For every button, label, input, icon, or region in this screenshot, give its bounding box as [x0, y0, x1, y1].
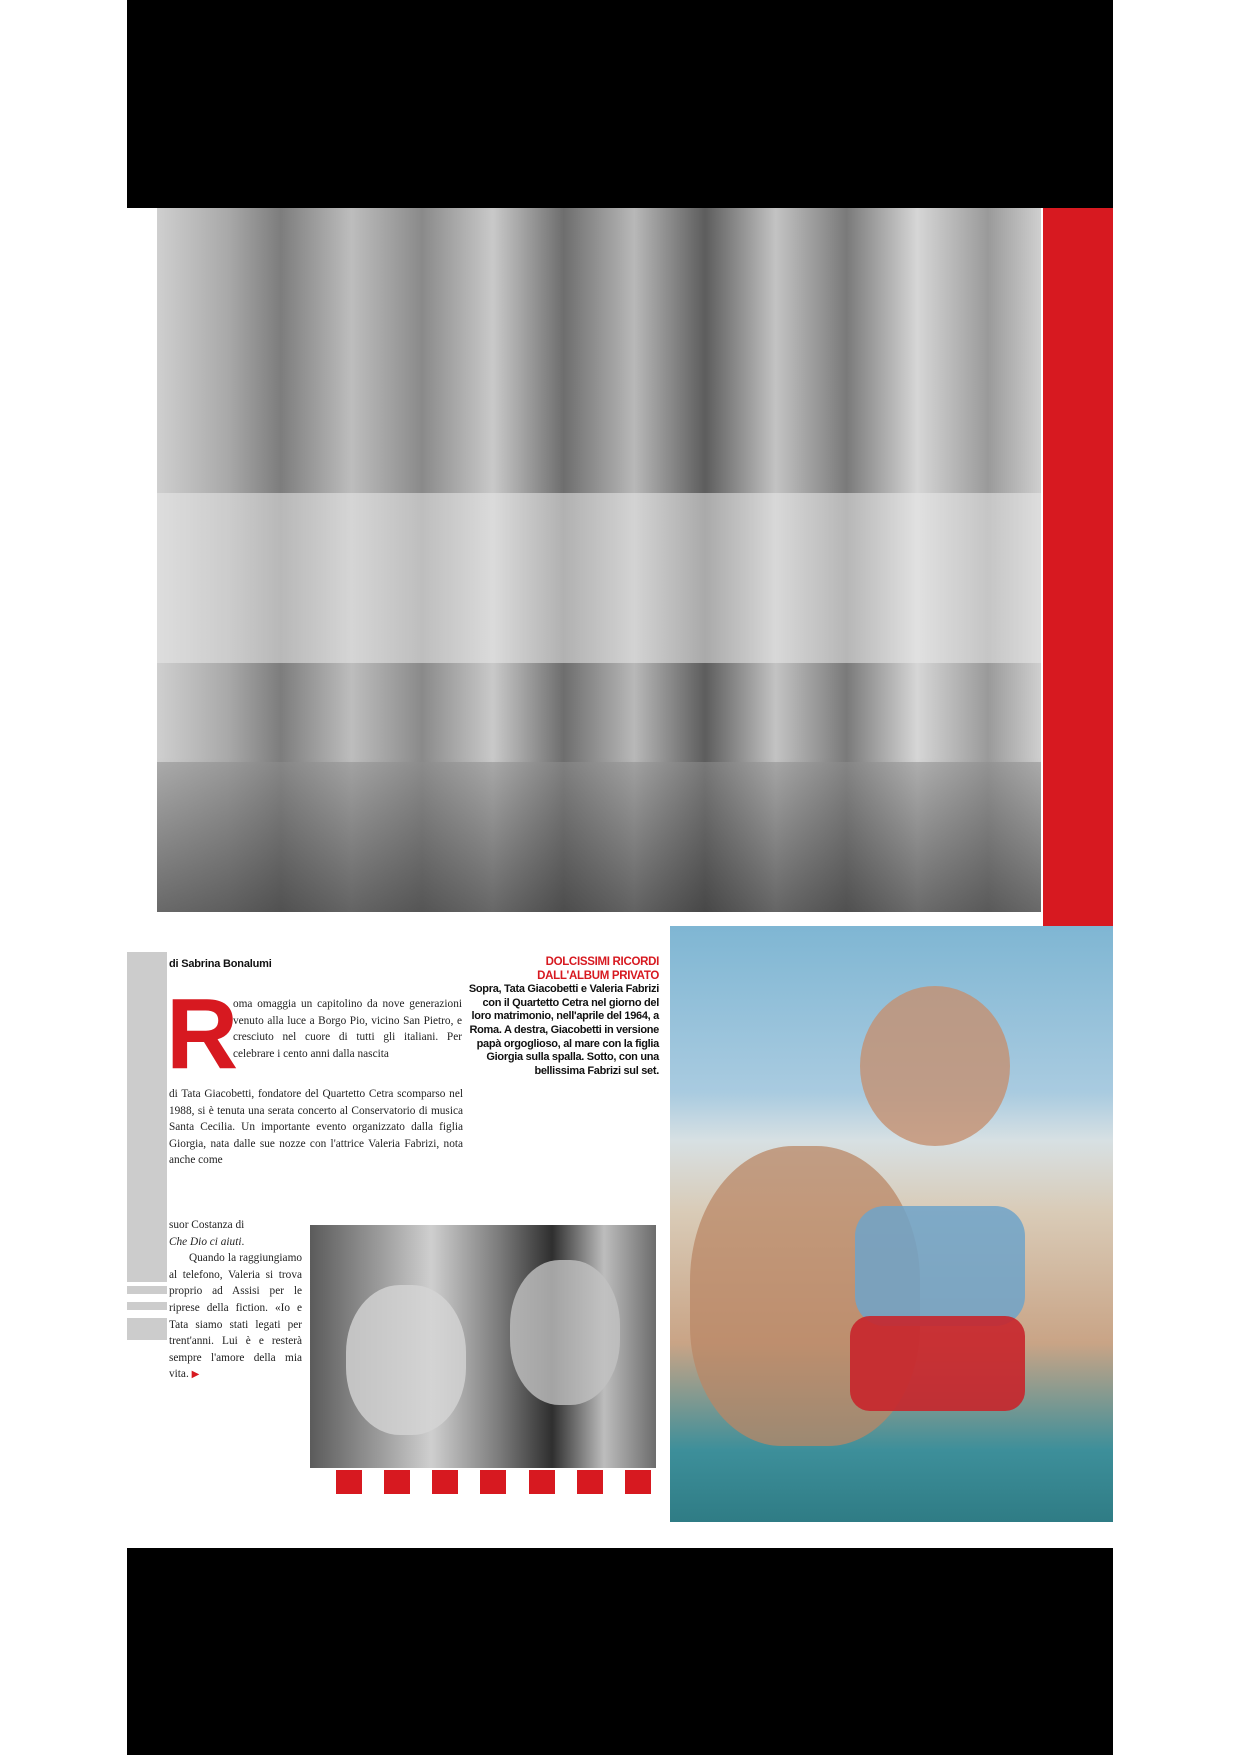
father-daughter-photo: [670, 926, 1113, 1522]
article-body: [169, 1086, 463, 1169]
red-squares-decoration: [336, 1470, 651, 1496]
show-title: Che Dio ci aiuti: [169, 1235, 242, 1248]
opening-text: oma omaggia un capitolino da nove generazioni venuto alla luce a Borgo Pio, vicino San Pietro, e cresciuto nel cuore di tutti gli italiani. Per celebrare i cento anni dalla nascita: [233, 998, 462, 1060]
grey-stripe: [127, 1286, 167, 1294]
bottom-black-band: [127, 1548, 1113, 1755]
grey-stripe: [127, 1302, 167, 1310]
wedding-photo: [157, 208, 1041, 912]
second-paragraph: [169, 1250, 302, 1384]
film-set-photo: [310, 1225, 656, 1468]
body-tail-text: suor Costanza di: [169, 1219, 245, 1231]
red-square: [529, 1470, 555, 1494]
top-black-band: [127, 0, 1113, 208]
banquet-table: [157, 493, 1041, 663]
red-square: [480, 1470, 506, 1494]
man-figure: [510, 1260, 620, 1405]
body-text: di Tata Giacobetti, fondatore del Quartetto Cetra scomparso nel 1988, si è tenuta una serata concerto al Conservatorio di musica Santa Cecilia. Un importante evento organizzato dalla figlia Giorgia, nata dalle sue nozze con l'attrice Valeria Fabrizi, nota anche come: [169, 1088, 463, 1167]
magazine-page: [127, 208, 1113, 1548]
red-square: [336, 1470, 362, 1494]
child-head: [860, 986, 1010, 1146]
red-square: [577, 1470, 603, 1494]
photo-caption: [467, 956, 659, 1078]
grey-side-bar: [127, 952, 167, 1282]
grey-stripe: [127, 1318, 167, 1340]
floor: [157, 762, 1041, 912]
body-tail: [169, 1217, 302, 1250]
child-shirt: [855, 1206, 1025, 1326]
child-red-shorts: [850, 1316, 1025, 1411]
red-square: [432, 1470, 458, 1494]
article-narrow-column: [169, 1217, 302, 1384]
byline: di Sabrina Bonalumi: [169, 958, 272, 970]
drop-cap: R: [166, 978, 239, 1090]
actress-figure: [346, 1285, 466, 1435]
continue-arrow-icon: ▶: [191, 1369, 200, 1381]
article-opening: [233, 996, 462, 1062]
red-square: [384, 1470, 410, 1494]
red-edge-tab: [1043, 208, 1113, 926]
red-square: [625, 1470, 651, 1494]
show-title-end: .: [241, 1235, 245, 1248]
caption-kicker-line2: DALL'ALBUM PRIVATO: [537, 969, 659, 982]
caption-text: Sopra, Tata Giacobetti e Valeria Fabrizi con il Quartetto Cetra nel giorno del loro matrimonio, nell'aprile del 1964, a Roma. A destra, Giacobetti in versione papà orgoglioso, al mare con la figlia Giorgia sulla spalla. Sotto, con una bellissima Fabrizi sul set.: [468, 983, 659, 1077]
caption-kicker-line1: DOLCISSIMI RICORDI: [545, 956, 659, 968]
second-paragraph-text: Quando la raggiungiamo al telefono, Valeria si trova proprio ad Assisi per le riprese della fiction. «Io e Tata siamo stati legati per trent'anni. Lui è e resterà sempre l'amore della mia vita.: [169, 1252, 302, 1381]
